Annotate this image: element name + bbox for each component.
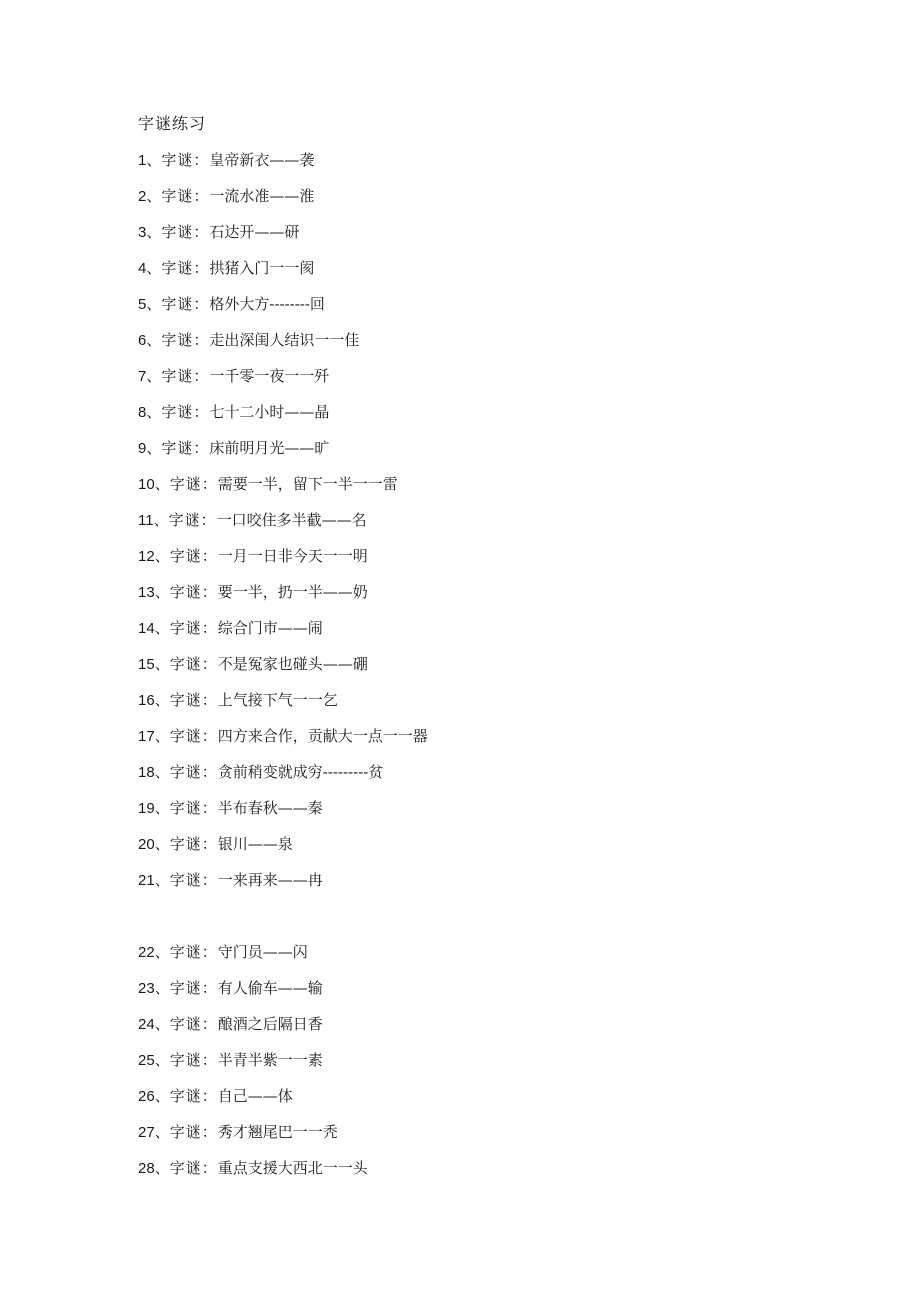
riddle-separator: 、 — [154, 691, 170, 709]
riddle-separator: 、 — [154, 835, 170, 853]
riddle-clue: 走出深闺人结识一一佳 — [209, 331, 360, 349]
riddle-item — [138, 826, 838, 862]
riddle-item — [138, 430, 838, 466]
riddle-clue: 一千零一夜一一歼 — [209, 367, 330, 385]
riddle-item — [138, 538, 838, 574]
riddle-item — [138, 1042, 838, 1078]
riddle-clue: 有人偷车——输 — [217, 979, 323, 997]
riddle-item — [138, 1150, 838, 1186]
riddle-tag: 字谜： — [161, 439, 210, 457]
riddle-number: 27 — [138, 1124, 155, 1141]
riddle-item — [138, 214, 838, 250]
riddle-item — [138, 322, 838, 358]
riddle-separator: 、 — [154, 583, 170, 601]
riddle-item — [138, 142, 838, 178]
riddle-separator: 、 — [154, 871, 170, 889]
riddle-clue: 综合门市——闹 — [217, 619, 323, 637]
riddle-clue: 不是冤家也碰头——硼 — [217, 655, 368, 673]
riddle-tag: 字谜： — [161, 367, 210, 385]
riddle-item — [138, 646, 838, 682]
riddle-number: 1 — [138, 152, 147, 169]
riddle-number: 23 — [138, 980, 155, 997]
riddle-clue: 床前明月光——旷 — [209, 439, 330, 457]
riddle-separator: 、 — [146, 259, 162, 277]
riddle-number: 9 — [138, 440, 147, 457]
riddle-tag: 字谜： — [169, 1015, 218, 1033]
riddle-clue: 需要一半，留下一半一一雷 — [217, 475, 398, 493]
riddle-separator: 、 — [154, 547, 170, 565]
riddle-separator: 、 — [154, 1051, 170, 1069]
riddle-clue: 守门员——闪 — [217, 943, 308, 961]
riddle-item — [138, 1114, 838, 1150]
riddle-number: 15 — [138, 656, 155, 673]
riddle-separator: 、 — [154, 1159, 170, 1177]
riddle-separator: 、 — [146, 223, 162, 241]
document-page — [138, 110, 838, 1186]
riddle-separator: 、 — [154, 1087, 170, 1105]
riddle-tag: 字谜： — [169, 1087, 218, 1105]
riddle-clue: 一流水准——淮 — [209, 187, 315, 205]
riddle-tag: 字谜： — [169, 799, 218, 817]
riddle-list-group-2 — [138, 934, 838, 1186]
riddle-number: 4 — [138, 260, 147, 277]
riddle-item — [138, 610, 838, 646]
riddle-tag: 字谜： — [169, 583, 218, 601]
riddle-tag: 字谜： — [169, 1159, 218, 1177]
riddle-item — [138, 394, 838, 430]
riddle-clue: 格外大方--------回 — [209, 295, 325, 313]
riddle-item — [138, 970, 838, 1006]
riddle-item — [138, 502, 838, 538]
riddle-tag: 字谜： — [161, 151, 210, 169]
riddle-item — [138, 754, 838, 790]
riddle-tag: 字谜： — [169, 835, 218, 853]
riddle-separator: 、 — [154, 763, 170, 781]
riddle-number: 10 — [138, 476, 155, 493]
riddle-clue: 一月一日非今天一一明 — [217, 547, 368, 565]
riddle-number: 20 — [138, 836, 155, 853]
riddle-clue: 四方来合作，贡献大一点一一器 — [217, 727, 428, 745]
riddle-tag: 字谜： — [169, 1123, 218, 1141]
riddle-number: 6 — [138, 332, 147, 349]
riddle-separator: 、 — [154, 1123, 170, 1141]
riddle-number: 22 — [138, 944, 155, 961]
riddle-clue: 半布春秋——秦 — [217, 799, 323, 817]
riddle-separator: 、 — [154, 979, 170, 997]
riddle-clue: 秀才翘尾巴一一秃 — [217, 1123, 338, 1141]
riddle-tag: 字谜： — [161, 403, 210, 421]
riddle-clue: 上气接下气一一乞 — [217, 691, 338, 709]
riddle-number: 14 — [138, 620, 155, 637]
riddle-item — [138, 286, 838, 322]
riddle-tag: 字谜： — [169, 943, 218, 961]
riddle-item — [138, 934, 838, 970]
riddle-separator: 、 — [146, 295, 162, 313]
riddle-number: 17 — [138, 728, 155, 745]
riddle-tag: 字谜： — [169, 979, 218, 997]
riddle-clue: 皇帝新衣——袭 — [209, 151, 315, 169]
riddle-clue: 拱猪入门一一阂 — [209, 259, 315, 277]
riddle-separator: 、 — [146, 331, 162, 349]
riddle-item — [138, 682, 838, 718]
riddle-item — [138, 358, 838, 394]
riddle-tag: 字谜： — [169, 547, 218, 565]
riddle-tag: 字谜： — [161, 295, 210, 313]
riddle-number: 18 — [138, 764, 155, 781]
riddle-tag: 字谜： — [169, 871, 218, 889]
riddle-clue: 一口咬住多半截——名 — [216, 511, 367, 529]
riddle-number: 12 — [138, 548, 155, 565]
riddle-tag: 字谜： — [169, 763, 218, 781]
riddle-item — [138, 862, 838, 898]
riddle-tag: 字谜： — [161, 223, 210, 241]
riddle-separator: 、 — [154, 619, 170, 637]
riddle-tag: 字谜： — [169, 655, 218, 673]
riddle-item — [138, 718, 838, 754]
riddle-clue: 七十二小时——晶 — [209, 403, 330, 421]
riddle-number: 28 — [138, 1160, 155, 1177]
riddle-clue: 贪前稍变就成穷---------贫 — [217, 763, 384, 781]
riddle-item — [138, 790, 838, 826]
riddle-number: 25 — [138, 1052, 155, 1069]
riddle-separator: 、 — [154, 655, 170, 673]
document-title: 字谜练习 — [138, 114, 207, 133]
riddle-number: 2 — [138, 188, 147, 205]
riddle-item — [138, 178, 838, 214]
riddle-clue: 一来再来——冉 — [217, 871, 323, 889]
riddle-tag: 字谜： — [169, 1051, 218, 1069]
riddle-clue: 半青半紫一一素 — [217, 1051, 323, 1069]
riddle-clue: 要一半，扔一半——奶 — [217, 583, 368, 601]
riddle-separator: 、 — [154, 799, 170, 817]
riddle-item — [138, 250, 838, 286]
riddle-item — [138, 1078, 838, 1114]
riddle-separator: 、 — [153, 511, 169, 529]
riddle-number: 7 — [138, 368, 147, 385]
riddle-clue: 酿酒之后隔日香 — [217, 1015, 323, 1033]
riddle-tag: 字谜： — [161, 187, 210, 205]
riddle-tag: 字谜： — [161, 259, 210, 277]
riddle-separator: 、 — [146, 439, 162, 457]
riddle-number: 26 — [138, 1088, 155, 1105]
riddle-list-group-1 — [138, 142, 838, 898]
riddle-separator: 、 — [154, 475, 170, 493]
riddle-tag: 字谜： — [169, 619, 218, 637]
riddle-tag: 字谜： — [161, 331, 210, 349]
riddle-number: 24 — [138, 1016, 155, 1033]
riddle-separator: 、 — [146, 151, 162, 169]
riddle-separator: 、 — [154, 1015, 170, 1033]
riddle-item — [138, 574, 838, 610]
riddle-number: 3 — [138, 224, 147, 241]
riddle-number: 19 — [138, 800, 155, 817]
riddle-item — [138, 1006, 838, 1042]
riddle-separator: 、 — [146, 367, 162, 385]
riddle-clue: 重点支援大西北一一头 — [217, 1159, 368, 1177]
riddle-separator: 、 — [154, 727, 170, 745]
riddle-number: 16 — [138, 692, 155, 709]
riddle-number: 21 — [138, 872, 155, 889]
riddle-clue: 银川——泉 — [217, 835, 293, 853]
riddle-separator: 、 — [146, 403, 162, 421]
riddle-tag: 字谜： — [169, 475, 218, 493]
riddle-clue: 自己——体 — [217, 1087, 293, 1105]
riddle-number: 5 — [138, 296, 147, 313]
riddle-tag: 字谜： — [169, 691, 218, 709]
riddle-item — [138, 466, 838, 502]
riddle-number: 11 — [138, 512, 154, 529]
riddle-tag: 字谜： — [168, 511, 217, 529]
riddle-clue: 石达开——研 — [209, 223, 300, 241]
riddle-number: 8 — [138, 404, 147, 421]
riddle-separator: 、 — [154, 943, 170, 961]
riddle-separator: 、 — [146, 187, 162, 205]
riddle-number: 13 — [138, 584, 155, 601]
riddle-tag: 字谜： — [169, 727, 218, 745]
